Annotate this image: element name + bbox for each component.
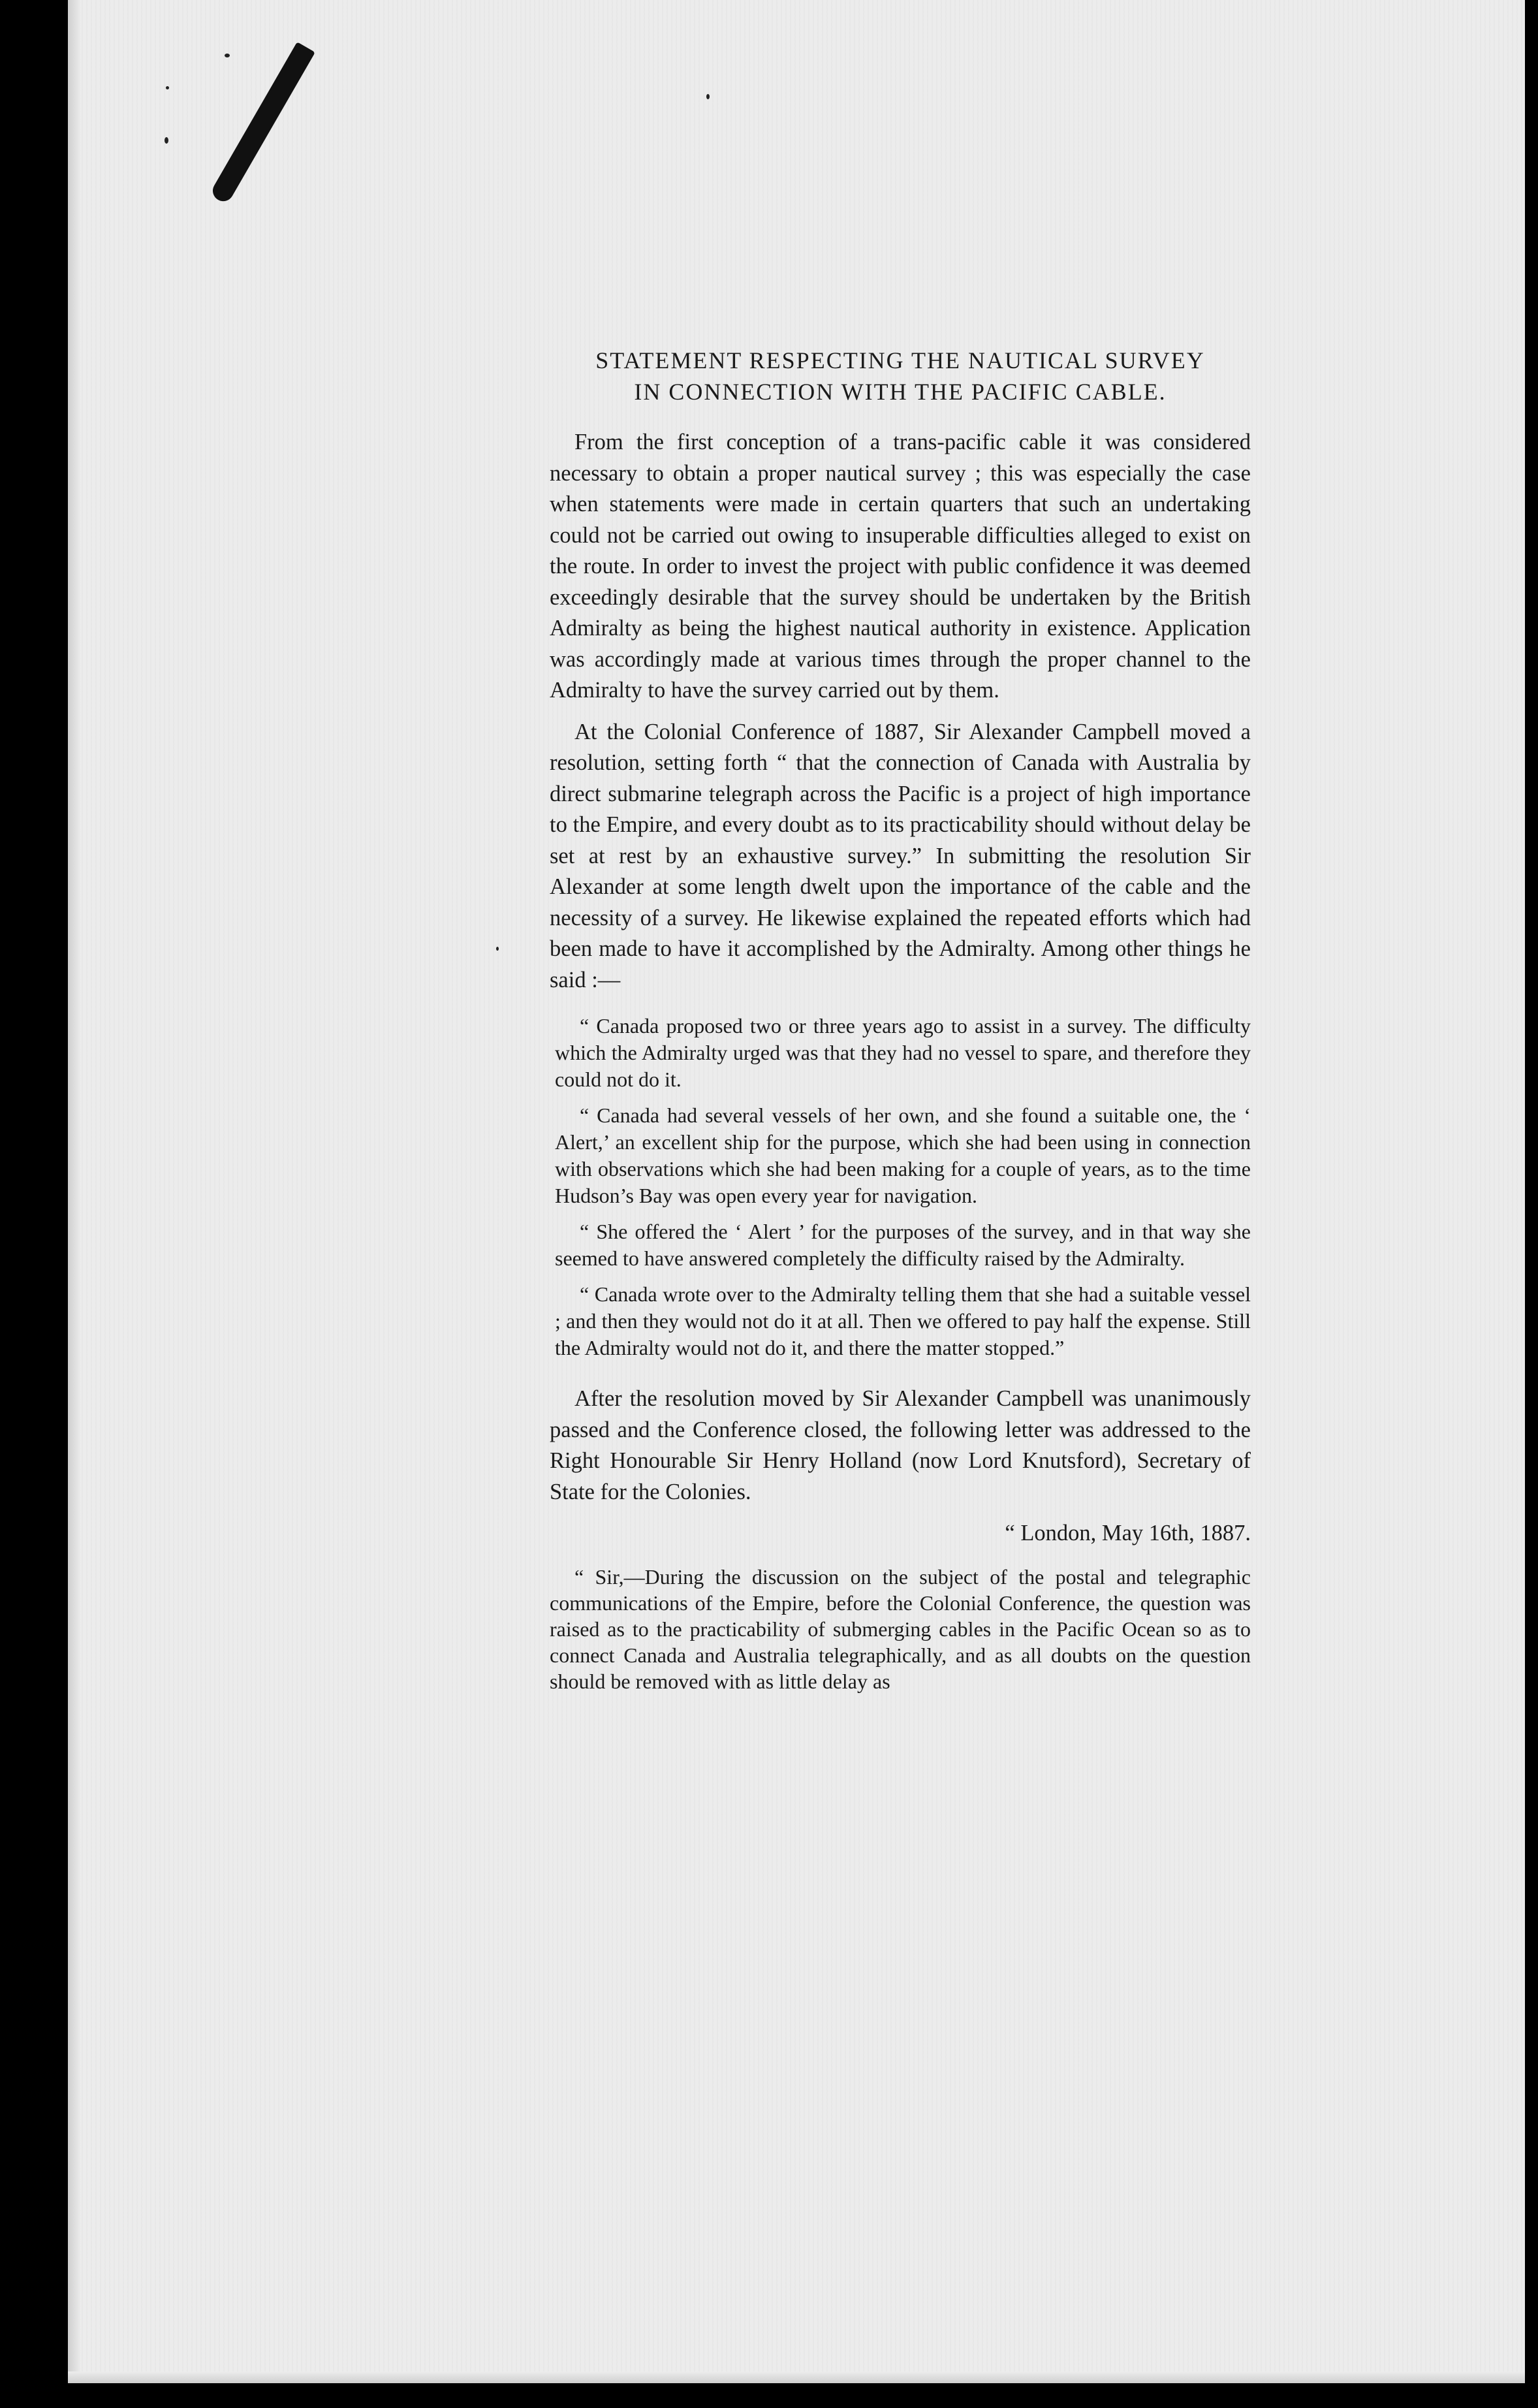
quote-2: “ Canada had several vessels of her own, and she found a suitable one, the ‘ Alert,’ an excellent ship for the purpose, which she had been using in connection with observations which she had been making for a couple of years, as to the time Hudson’s Bay was open every year for navigation.: [555, 1103, 1251, 1207]
letter-body: “ Sir,—During the discussion on the subject of the postal and telegraphic communications of the Empire, before the Colonial Conference, the question was raised as to the practicability of submerging cables in the Pacific Ocean so as to connect Canada and Australia telegraphically, and as all doubts on the question should be removed with as little delay as: [550, 1564, 1251, 1693]
letter-dateline: “ London, May 16th, 1887.: [1005, 1521, 1251, 1545]
paragraph-3: After the resolution moved by Sir Alexander Campbell was unanimously passed and the Conference closed, the following letter was addressed to the Right Honourable Sir Henry Holland (now Lord Knutsford), Secretary of State for the Colonies.: [550, 1386, 1251, 1504]
quote-3: “ She offered the ‘ Alert ’ for the purposes of the survey, and in that way she seemed to have answered completely the difficulty raised by the Admiralty.: [555, 1220, 1251, 1270]
page-edge-bottom: [68, 2371, 1525, 2383]
ink-speck: [496, 947, 499, 951]
quote-4: “ Canada wrote over to the Admiralty telling them that she had a suitable vessel ; and then they would not do it at all. Then we offered to pay half the expense. Still the Admiralty would not do it, and there the matter stopped.”: [555, 1282, 1251, 1359]
document-body: [550, 345, 1251, 1705]
ink-speck: [225, 54, 230, 57]
page-edge: [68, 0, 81, 2383]
paragraph-2: At the Colonial Conference of 1887, Sir Alexander Campbell moved a resolution, setting forth “ that the connection of Canada with Australia by direct submarine telegraph across the Pacific is a project of high importance to the Empire, and every doubt as to its practicability should without delay be set at rest by an exhaustive survey.” In submitting the resolution Sir Alexander at some length dwelt upon the importance of the cable and the necessity of a survey. He likewise explained the repeated efforts which had been made to have it accomplished by the Admiralty. Among other things he said :—: [550, 719, 1251, 992]
ink-speck: [706, 94, 710, 99]
paragraph-1: From the first conception of a trans-pacific cable it was considered necessary to obtain a proper nautical survey ; this was especially the case when statements were made in certain quarters that such an undertaking could not be carried out owing to insuperable difficulties alleged to exist on the route. In order to invest the project with public confidence it was deemed exceedingly desirable that the survey should be undertaken by the British Admiralty as being the highest nautical authority in existence. Application was accordingly made at various times through the proper channel to the Admiralty to have the survey carried out by them.: [550, 430, 1251, 703]
ink-speck: [166, 86, 169, 89]
title-line-2: IN CONNECTION WITH THE PACIFIC CABLE.: [634, 379, 1167, 405]
document-title: [550, 345, 1251, 407]
quote-1: “ Canada proposed two or three years ago to assist in a survey. The difficulty which the Admiralty urged was that they had no vessel to spare, and therefore they could not do it.: [555, 1014, 1251, 1091]
ink-speck: [165, 137, 168, 144]
ink-mark: [209, 42, 315, 205]
title-line-1: STATEMENT RESPECTING THE NAUTICAL SURVEY: [595, 347, 1205, 373]
